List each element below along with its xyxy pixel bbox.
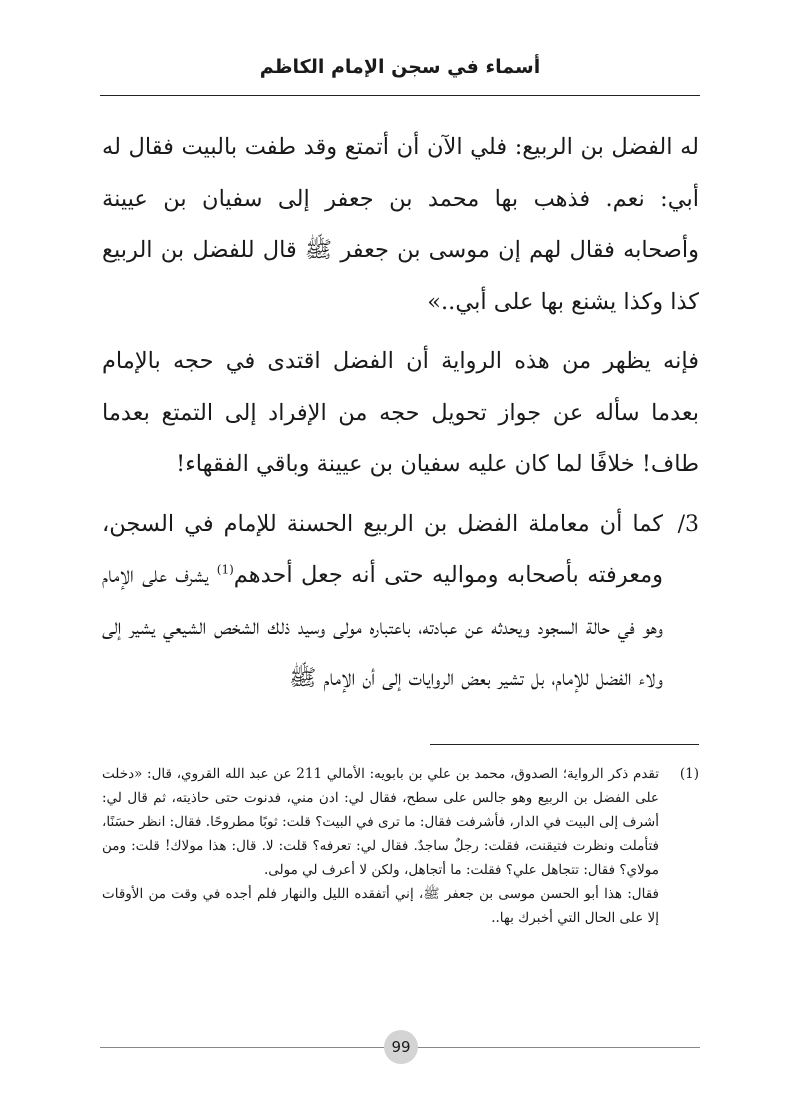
item-text-part-1: كما أن معاملة الفضل بن الربيع الحسنة للإمام في السجن، ومعرفته بأصحابه ومواليه حتى أنه جعل أحدهم [102, 510, 663, 588]
header-divider [100, 95, 700, 96]
footnote-body [102, 762, 659, 930]
commentary-paragraph: فإنه يظهر من هذه الرواية أن الفضل اقتدى في حجه بالإمام بعدما سأله عن جواز تحويل حجه من الإفراد إلى التمتع بعدما طاف! خلافًا لما كان عليه سفيان بن عيينة وباقي الفقهاء! [102, 348, 699, 477]
footnote-reference[interactable]: (1) [216, 562, 234, 577]
item-number: 3/ [677, 511, 699, 537]
footnotes [102, 762, 699, 930]
footnote-paragraph-2: فقال: هذا أبو الحسن موسى بن جعفر ﷺ، إني أتفقده الليل والنهار فلم أجده في وقت من الأوقات إلا على الحال التي أخبرك بها.. [102, 886, 659, 926]
page-number: 99 [384, 1030, 418, 1064]
footnote-label: (1) [679, 766, 699, 782]
footnote-paragraph-1: تقدم ذكر الرواية؛ الصدوق، محمد بن علي بن بابويه: الأمالي 211 عن عبد الله القروي، قال: «دخلت على الفضل بن الربيع وهو جالس على سطح، فقال لي: ادن مني، فدنوت حتى حاذيته، ثم قال لي: أشرف إلى البيت في الدار، فأشرفت فقال: ما ترى في البيت؟ قلت: ثوبًا مطروحًا. فقال: انظر حسَنًا، فتأملت ونظرت فتيقنت، فقلت: رجلٌ ساجدٌ. فقال لي: تعرفه؟ قلت: لا. قال: هذا مولاك! قلت: ومن مولاي؟ فقال: تتجاهل علي؟ فقلت: ما أتجاهل، ولكن لا أعرف لي مولى. [102, 766, 659, 878]
main-text [102, 122, 699, 705]
footnote-divider [430, 744, 699, 745]
footnote-1 [102, 762, 699, 930]
running-header-title: أسماء في سجن الإمام الكاظم [259, 56, 541, 78]
item-text-part-2: يشرف على الإمام وهو في حالة السجود ويحدثه عن عبادته، باعتباره مولى وسيد ذلك الشخص الشيعي يشير إلى ولاء الفضل للإمام، بل تشير بعض الروايات إلى أن الإمام ﷺ [102, 562, 663, 691]
page-footer [100, 1030, 700, 1066]
quote-paragraph: له الفضل بن الربيع: فلي الآن أن أتمتع وقد طفت بالبيت فقال له أبي: نعم. فذهب بها محمد بن جعفر إلى سفيان بن عيينة وأصحابه فقال لهم إن موسى بن جعفر ﷺ قال للفضل بن الربيع كذا وكذا يشنع بها على أبي..» [102, 134, 699, 315]
item-text [102, 499, 663, 705]
numbered-item-3 [102, 499, 699, 705]
